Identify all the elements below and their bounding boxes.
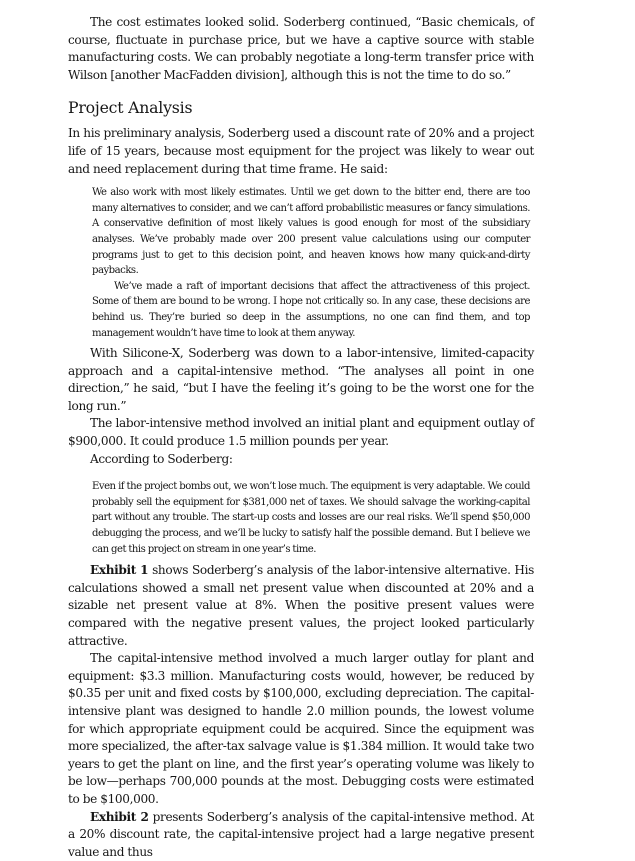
paragraph-labor-intensive: The labor-intensive method involved an initial plant and equipment outlay of $900,000. It could produce 1.5 million pounds per year. xyxy=(68,416,534,449)
paragraph-according: According to Soderberg: xyxy=(90,451,233,466)
section-heading-project-analysis: Project Analysis xyxy=(68,98,193,118)
paragraph-preliminary-analysis: In his preliminary analysis, Soderberg used a discount rate of 20% and a project life of 15 years, because most equipment for the project was likely to wear out and need replacement during that time frame. He said: xyxy=(68,126,534,176)
exhibit-1-reference: Exhibit 1 xyxy=(90,563,149,578)
exhibit-1-text: shows Soderberg’s analysis of the labor-intensive alternative. His calculations showed a small net present value when discounted at 20% and a sizable net present value at 8%. When the positive present values were compared with the negative present values, the project looked particularly attractive. xyxy=(68,563,534,648)
paragraph-silicone-x: With Silicone-X, Soderberg was down to a labor-intensive, limited-capacity approach and a capital-intensive method. “The analyses all point in one direction,” he said, “but I have the feeling it’s going to be the worst one for the long run.” xyxy=(68,346,534,413)
block-quote-estimates: We also work with most likely estimates. Until we get down to the bitter end, there are too many alternatives to consider, and we can’t afford probabilistic measures or fancy simulations. A conservative definition of most likely values is good enough for most of the subsidiary analyses. We’ve probably made over 200 present value calculations using our computer programs just to get to this decision point, and heaven knows how many quick-and-dirty paybacks. xyxy=(92,187,530,277)
block-quote-salvage: Even if the project bombs out, we won’t lose much. The equipment is very adaptable. We could probably sell the equipment for $381,000 net of taxes. We should salvage the working-capital part without any trouble. The start-up costs and losses are our real risks. We’ll spend $50,000 debugging the process, and we’ll be lucky to satisfy half the possible demand. But I believe we can get this project on stream in one year’s time. xyxy=(92,481,530,555)
exhibit-2-text: presents Soderberg’s analysis of the capital-intensive method. At a 20% discount rate, the capital-intensive project had a large negative present value and thus xyxy=(68,809,534,859)
document-page xyxy=(68,14,534,861)
block-quote-decisions: We’ve made a raft of important decisions that affect the attractiveness of this project. Some of them are bound to be wrong. I hope not critically so. In any case, these decisions are behind us. They’re buried so deep in the assumptions, no one can find them, and top management wouldn’t have time to look at them anyway. xyxy=(92,280,530,339)
paragraph-exhibit-1 xyxy=(68,562,534,650)
paragraph-cost-estimates: The cost estimates looked solid. Soderberg continued, “Basic chemicals, of course, fluctuate in purchase price, but we have a captive source with stable manufacturing costs. We can probably negotiate a long-term transfer price with Wilson [another MacFadden division], although this is not the time to do so.” xyxy=(68,15,534,82)
paragraph-exhibit-2 xyxy=(68,809,534,861)
paragraph-capital-intensive: The capital-intensive method involved a much larger outlay for plant and equipment: $3.3 million. Manufacturing costs would, however, be reduced by $0.35 per unit and fixed costs by $100,000, excluding depreciation. The capital-intensive plant was designed to handle 2.0 million pounds, the lowest volume for which appropriate equipment could be acquired. Since the equipment was more specialized, the after-tax salvage value is $1.384 million. It would take two years to get the plant on line, and the first year’s operating volume was likely to be low—perhaps 700,000 pounds at the most. Debugging costs were estimated to be $100,000. xyxy=(68,651,534,806)
exhibit-2-reference: Exhibit 2 xyxy=(90,809,149,824)
